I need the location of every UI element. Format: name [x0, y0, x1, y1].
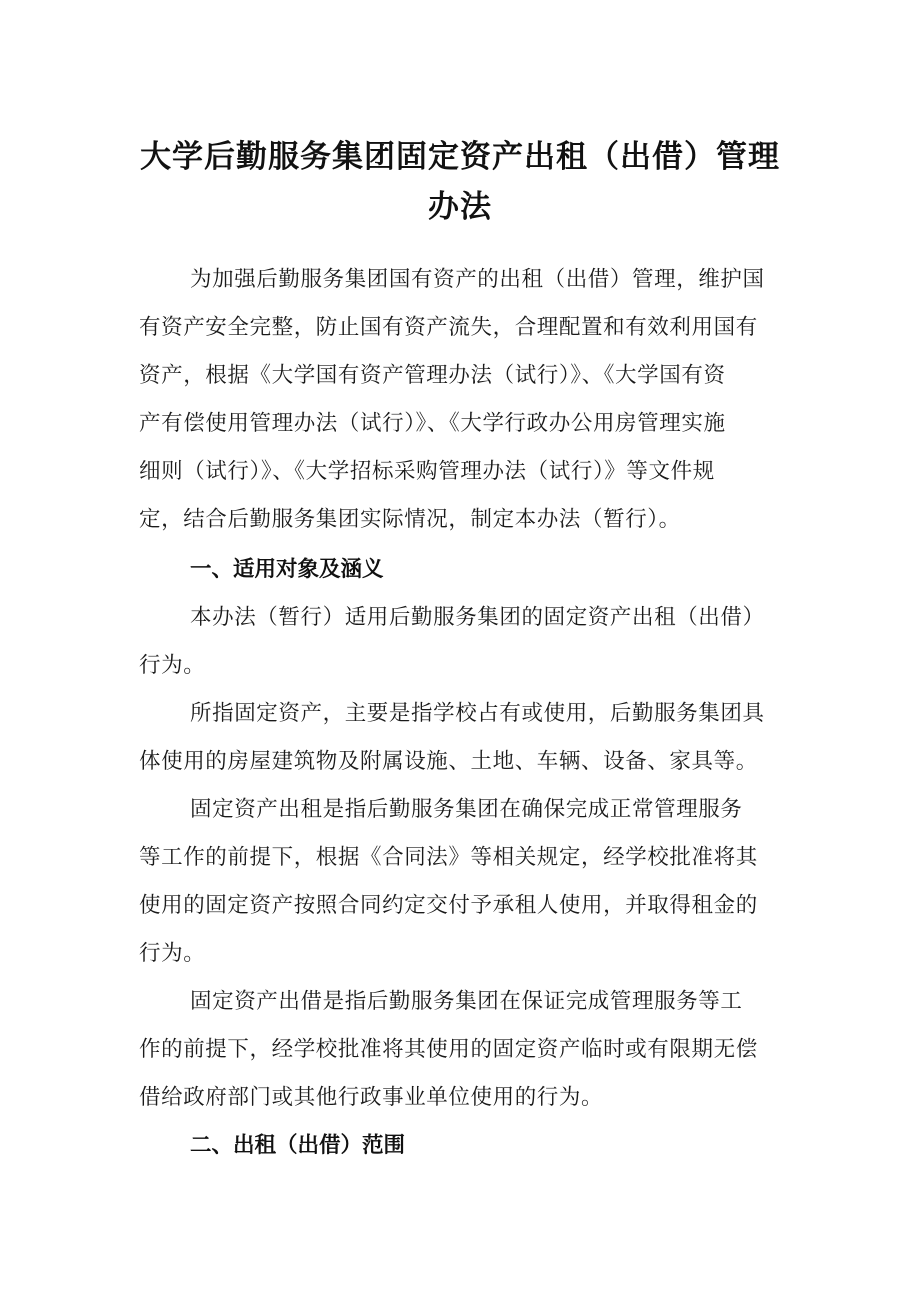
intro-line-5: 细则（试行）》、《大学招标采购管理办法（试行）》等文件规 [139, 459, 715, 484]
s1p3-line-4: 行为。 [139, 941, 206, 966]
s1p1-line-1: 本办法（暂行）适用后勤服务集团的固定资产出租（出借） [190, 605, 765, 630]
document-title-line-1: 大学后勤服务集团固定资产出租（出借）管理 [140, 139, 780, 175]
intro-line-1: 为加强后勤服务集团国有资产的出租（出借）管理，维护国 [190, 267, 765, 292]
s1p2-line-2: 体使用的房屋建筑物及附属设施、土地、车辆、设备、家具等。 [139, 749, 758, 774]
section-1-heading: 一、适用对象及涵义 [190, 557, 384, 582]
intro-line-3: 资产，根据《大学国有资产管理办法（试行）》、《大学国有资 [139, 363, 726, 388]
intro-line-4: 产有偿使用管理办法（试行）》、《大学行政办公用房管理实施 [139, 411, 726, 436]
section-2-heading: 二、出租（出借）范围 [190, 1133, 406, 1158]
s1p1-line-2: 行为。 [139, 653, 206, 678]
s1p2-line-1: 所指固定资产，主要是指学校占有或使用，后勤服务集团具 [190, 701, 765, 726]
document-title-line-2: 办法 [428, 189, 492, 225]
s1p3-line-3: 使用的固定资产按照合同约定交付予承租人使用，并取得租金的 [139, 893, 758, 918]
s1p4-line-1: 固定资产出借是指后勤服务集团在保证完成管理服务等工 [190, 989, 743, 1014]
intro-line-2: 有资产安全完整，防止国有资产流失，合理配置和有效利用国有 [139, 315, 758, 340]
s1p3-line-1: 固定资产出租是指后勤服务集团在确保完成正常管理服务 [190, 797, 743, 822]
s1p4-line-3: 借给政府部门或其他行政事业单位使用的行为。 [139, 1085, 604, 1110]
s1p4-line-2: 作的前提下，经学校批准将其使用的固定资产临时或有限期无偿 [139, 1037, 758, 1062]
intro-line-6: 定，结合后勤服务集团实际情况，制定本办法（暂行）。 [139, 507, 681, 532]
s1p3-line-2: 等工作的前提下，根据《合同法》等相关规定，经学校批准将其 [139, 845, 758, 870]
